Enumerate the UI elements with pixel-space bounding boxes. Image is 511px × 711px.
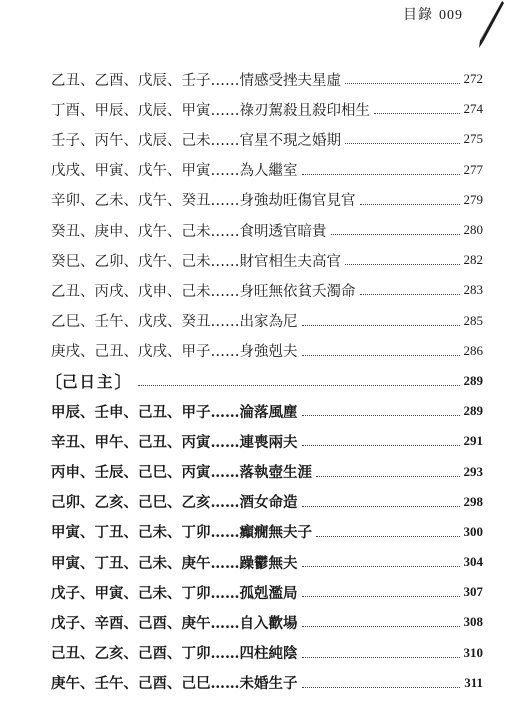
entry-page: 293 (463, 463, 483, 479)
dot-leader (302, 173, 460, 175)
dot-leader (302, 565, 460, 567)
toc-entry[interactable] (51, 64, 483, 94)
dot-leader (345, 263, 460, 265)
toc-entry[interactable] (51, 607, 483, 637)
entry-pillars: 甲寅、丁丑、己未、庚午…… (51, 554, 240, 572)
entry-title: 四柱純陰 (239, 645, 298, 663)
toc-entry[interactable] (51, 517, 483, 547)
section-title: 己日主 (62, 372, 115, 391)
entry-pillars: 甲辰、壬申、己丑、甲子…… (51, 403, 240, 421)
entry-pillars: 乙丑、乙酉、戊辰、壬子…… (51, 72, 240, 89)
entry-title: 癲癇無夫子 (239, 524, 312, 542)
entry-title: 身強剋夫 (239, 344, 298, 361)
toc-entry[interactable] (51, 275, 483, 305)
toc-entry[interactable] (51, 396, 483, 426)
entry-pillars: 丁酉、甲辰、戊辰、甲寅…… (51, 102, 240, 119)
dot-leader (331, 233, 460, 235)
dot-leader (302, 595, 460, 597)
toc-entry[interactable] (51, 155, 483, 185)
entry-pillars: 庚午、壬午、己酉、己巳…… (51, 675, 240, 693)
entry-pillars: 戊戌、甲寅、戊午、甲寅…… (51, 163, 240, 180)
header-page-number: 009 (439, 8, 463, 23)
page-header (403, 4, 463, 24)
toc-entry[interactable] (51, 124, 483, 154)
entry-page: 283 (463, 282, 483, 298)
dot-leader (374, 112, 460, 114)
toc-entry[interactable] (51, 185, 483, 215)
entry-page: 311 (464, 674, 483, 690)
entry-title: 財官相生夫高官 (239, 253, 341, 270)
entry-title: 落執壺生涯 (239, 464, 312, 482)
dot-leader (302, 686, 461, 688)
entry-title: 情感受挫夫星虛 (239, 72, 341, 89)
entry-title: 自入歡場 (239, 614, 298, 632)
table-of-contents (45, 64, 483, 698)
toc-entry[interactable] (51, 215, 483, 245)
entry-title: 連喪兩夫 (239, 433, 298, 451)
entry-title: 淪落風塵 (239, 403, 298, 421)
entry-pillars: 庚戌、己丑、戊戌、甲子…… (51, 344, 240, 361)
pen-icon (471, 0, 505, 52)
entry-page: 282 (463, 252, 483, 268)
entry-page: 300 (463, 523, 483, 539)
section-page: 289 (463, 372, 483, 388)
entry-page: 307 (463, 584, 483, 600)
entry-title: 官星不現之婚期 (239, 132, 341, 149)
entry-page: 298 (463, 493, 483, 509)
dot-leader (302, 324, 460, 326)
entry-title: 身旺無依貧夭濁命 (239, 283, 356, 300)
entry-title: 未婚生子 (239, 675, 298, 693)
entry-page: 279 (463, 191, 483, 207)
dot-leader (302, 505, 460, 507)
entry-page: 274 (463, 101, 483, 117)
entry-title: 為人繼室 (239, 163, 298, 180)
entry-page: 289 (463, 403, 483, 419)
entry-pillars: 己卯、乙亥、己巳、乙亥…… (51, 494, 240, 512)
toc-entry[interactable] (51, 638, 483, 668)
header-title: 目錄 (403, 7, 433, 23)
entry-page: 280 (463, 222, 483, 238)
entry-title: 身強劫旺傷官見官 (239, 193, 356, 210)
dot-leader (360, 293, 460, 295)
dot-leader (360, 203, 460, 205)
entry-pillars: 戊子、甲寅、己未、丁卯…… (51, 584, 240, 602)
toc-entry[interactable] (51, 94, 483, 124)
entry-page: 308 (463, 614, 483, 630)
dot-leader (345, 82, 460, 84)
toc-entry[interactable] (51, 577, 483, 607)
entry-pillars: 乙丑、丙戌、戊申、己未…… (51, 283, 240, 300)
entry-pillars: 癸丑、庚申、戊午、己未…… (51, 223, 240, 240)
section-open-bracket: 〔 (45, 373, 62, 394)
toc-entry[interactable] (51, 306, 483, 336)
entry-pillars: 辛卯、乙未、戊午、癸丑…… (51, 193, 240, 210)
toc-entry[interactable] (51, 487, 483, 517)
entry-pillars: 癸巳、乙卯、戊午、己未…… (51, 253, 240, 270)
dot-leader (302, 414, 460, 416)
entry-page: 310 (463, 644, 483, 660)
entry-pillars: 壬子、丙午、戊辰、己未…… (51, 132, 240, 149)
toc-entry[interactable] (51, 426, 483, 456)
dot-leader (345, 142, 460, 144)
entry-pillars: 丙申、壬辰、己巳、丙寅…… (51, 464, 240, 482)
entry-title: 酒女命造 (239, 494, 298, 512)
entry-title: 孤剋濫局 (239, 584, 298, 602)
entry-pillars: 辛丑、甲午、己丑、丙寅…… (51, 433, 240, 451)
entry-title: 出家為尼 (239, 314, 298, 331)
entry-page: 304 (463, 554, 483, 570)
entry-pillars: 甲寅、丁丑、己未、丁卯…… (51, 524, 240, 542)
dot-leader (316, 475, 460, 477)
toc-entry[interactable] (51, 336, 483, 366)
toc-entry[interactable] (51, 547, 483, 577)
toc-entry[interactable] (51, 456, 483, 486)
dot-leader (138, 384, 460, 386)
entry-title: 躁鬱無夫 (239, 554, 298, 572)
entry-title: 祿刃駕殺且殺印相生 (239, 102, 370, 119)
entry-pillars: 己丑、乙亥、己酉、丁卯…… (51, 645, 240, 663)
section-close-bracket: 〕 (114, 373, 132, 394)
dot-leader (302, 625, 460, 627)
dot-leader (316, 535, 460, 537)
entry-page: 285 (463, 312, 483, 328)
dot-leader (302, 354, 460, 356)
section-heading[interactable] (45, 366, 483, 396)
dot-leader (302, 444, 460, 446)
entry-page: 275 (463, 131, 483, 147)
toc-entry[interactable] (51, 245, 483, 275)
toc-entry[interactable] (51, 668, 483, 698)
dot-leader (302, 656, 460, 658)
entry-pillars: 乙巳、壬午、戊戌、癸丑…… (51, 314, 240, 331)
entry-title: 食明透官暗貴 (239, 223, 327, 240)
entry-pillars: 戊子、辛酉、己酉、庚午…… (51, 614, 240, 632)
entry-page: 291 (463, 433, 483, 449)
entry-page: 272 (463, 71, 483, 87)
entry-page: 277 (463, 161, 483, 177)
entry-page: 286 (463, 342, 483, 358)
